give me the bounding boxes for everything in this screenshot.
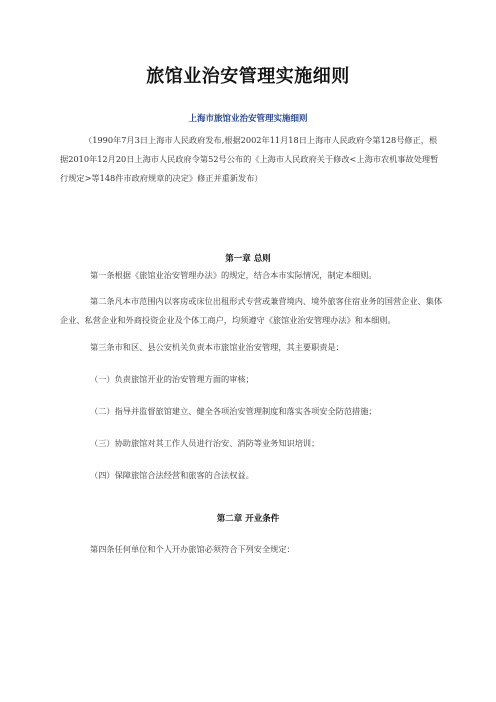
publication-note: （1990年7月3日上海市人民政府发布,根据2002年11月18日上海市人民政府令第128号修正，根据2010年12月20日上海市人民政府令第52号公布的《上海市人民政府关于修改<上海市农机事故处理暂行规定>等148件市政府规章的决定》修正并重新发布）	[60, 135, 439, 183]
chapter-heading-2: 第二章 开业条件	[216, 514, 280, 524]
document-title: 旅馆业治安管理实施细则	[146, 66, 350, 87]
chapter-heading-1: 第一章 总则	[225, 254, 271, 264]
article-2: 第二条凡本市范围内以客房或床位出租形式专营或兼营境内、境外旅客住宿业务的国营企业、集体企业、私营企业和外商投资企业及个体工商户，均须遵守《旅馆业治安管理办法》和本细则。	[60, 296, 443, 325]
article-3: 第三条市和区、县公安机关负责本市旅馆业治安管理，其主要职责是：	[90, 342, 344, 352]
article-3-item-4: （四）保障旅馆合法经营和旅客的合法权益。	[90, 470, 254, 480]
article-3-item-1: （一）负责旅馆开业的治安管理方面的审核；	[90, 374, 254, 384]
article-1: 第一条根据《旅馆业治安管理办法》的规定，结合本市实际情况，制定本细则。	[90, 270, 377, 280]
article-3-item-2: （二）指导并监督旅馆建立、健全各项治安管理制度和落实各项安全防范措施；	[90, 406, 377, 416]
article-3-item-3: （三）协助旅馆对其工作人员进行治安、消防等业务知识培训；	[90, 438, 320, 448]
article-4: 第四条任何单位和个人开办旅馆必须符合下列安全规定：	[90, 544, 295, 554]
document-subtitle: 上海市旅馆业治安管理实施细则	[188, 114, 308, 124]
